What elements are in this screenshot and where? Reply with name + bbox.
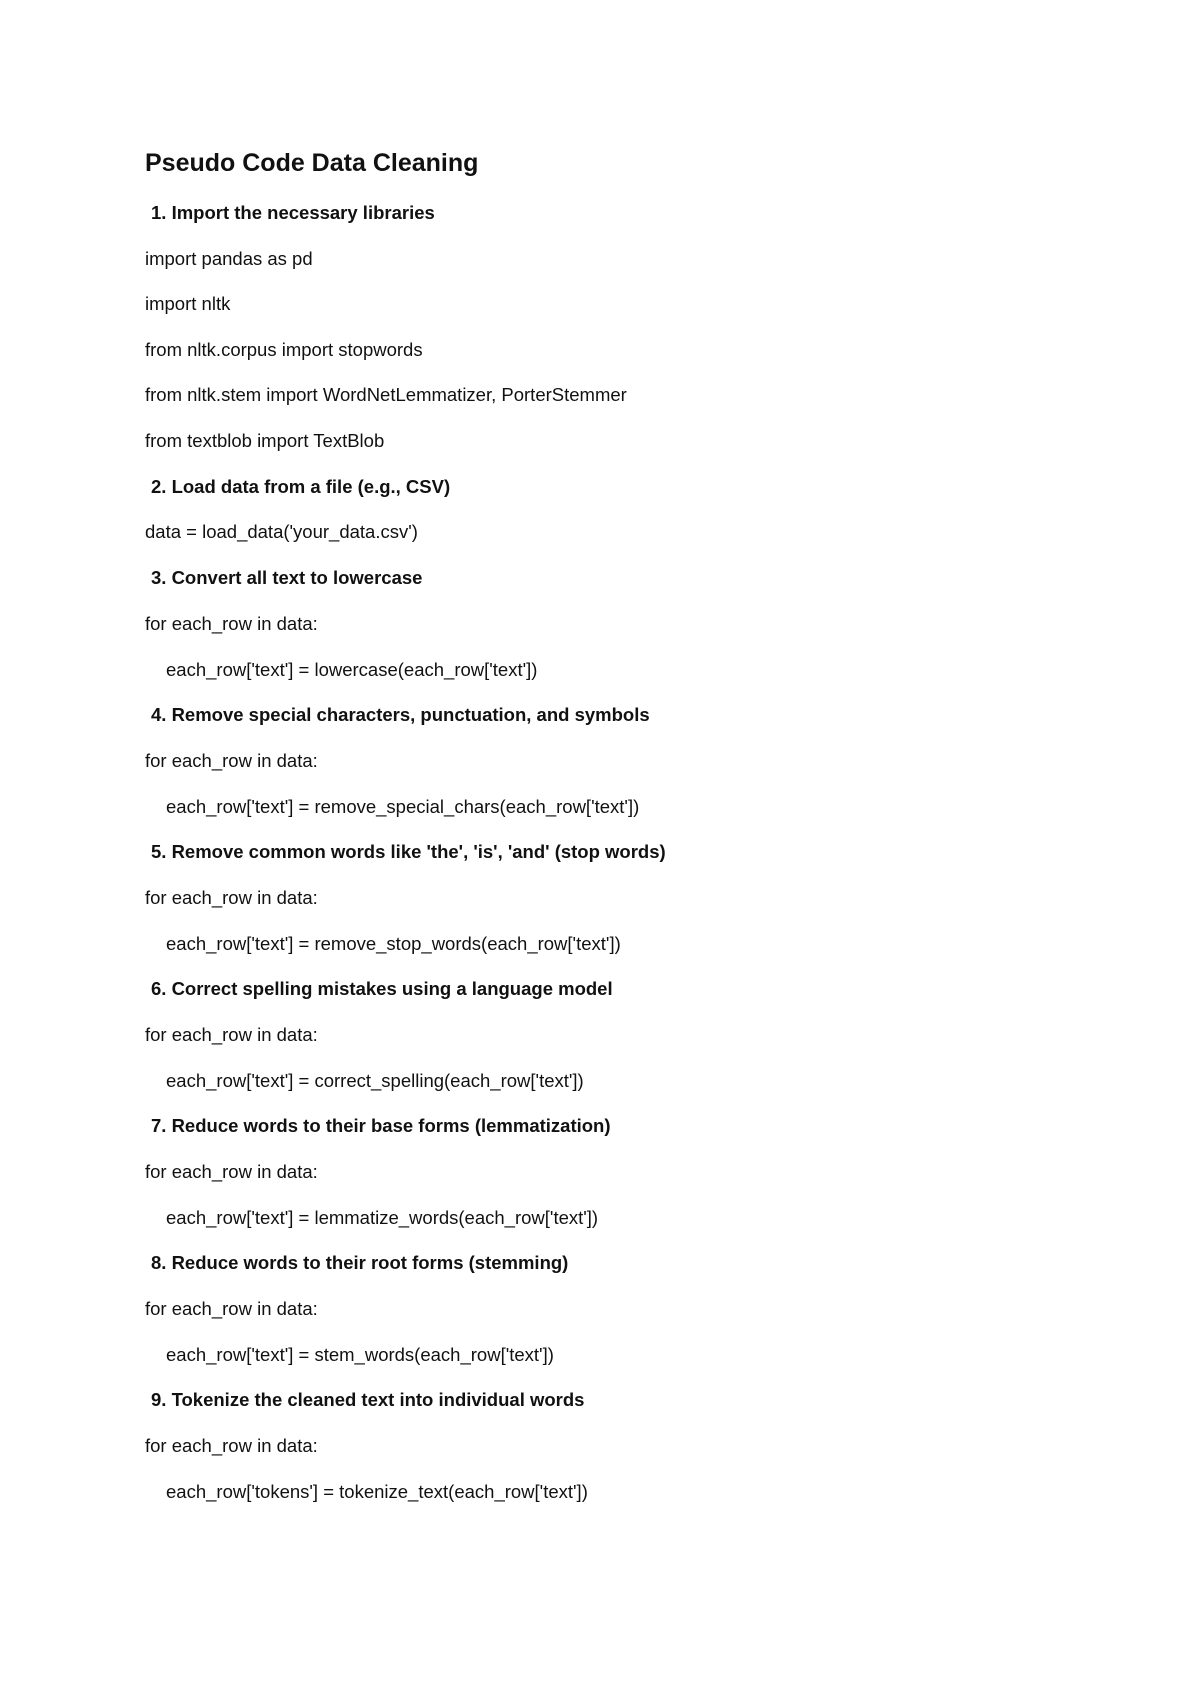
code-line-indented: each_row['text'] = lemmatize_words(each_row['text']) xyxy=(166,1207,599,1228)
step-heading-2: 2. Load data from a file (e.g., CSV) xyxy=(151,476,451,497)
step-heading-8: 8. Reduce words to their root forms (stemming) xyxy=(151,1252,569,1273)
code-line: from nltk.corpus import stopwords xyxy=(145,339,423,360)
step-heading-4: 4. Remove special characters, punctuation, and symbols xyxy=(151,704,650,725)
step-heading-7: 7. Reduce words to their base forms (lemmatization) xyxy=(151,1115,611,1136)
code-line-indented: each_row['text'] = correct_spelling(each_row['text']) xyxy=(166,1070,584,1091)
code-line: from nltk.stem import WordNetLemmatizer, PorterStemmer xyxy=(145,384,627,405)
code-line-indented: each_row['text'] = lowercase(each_row['text']) xyxy=(166,659,538,680)
step-heading-9: 9. Tokenize the cleaned text into individual words xyxy=(151,1389,585,1410)
code-line: for each_row in data: xyxy=(145,613,318,634)
step-heading-5: 5. Remove common words like 'the', 'is', 'and' (stop words) xyxy=(151,841,666,862)
code-line: for each_row in data: xyxy=(145,887,318,908)
code-line-indented: each_row['text'] = stem_words(each_row['text']) xyxy=(166,1344,554,1365)
code-line: for each_row in data: xyxy=(145,1161,318,1182)
code-line: from textblob import TextBlob xyxy=(145,430,385,451)
code-line: for each_row in data: xyxy=(145,1435,318,1456)
code-line-indented: each_row['tokens'] = tokenize_text(each_row['text']) xyxy=(166,1481,588,1502)
code-line-indented: each_row['text'] = remove_special_chars(each_row['text']) xyxy=(166,796,640,817)
page-title: Pseudo Code Data Cleaning xyxy=(145,149,479,177)
code-line: data = load_data('your_data.csv') xyxy=(145,521,418,542)
code-line: for each_row in data: xyxy=(145,1298,318,1319)
code-line: import nltk xyxy=(145,293,231,314)
step-heading-3: 3. Convert all text to lowercase xyxy=(151,567,423,588)
code-line: for each_row in data: xyxy=(145,750,318,771)
step-heading-6: 6. Correct spelling mistakes using a language model xyxy=(151,978,613,999)
step-heading-1: 1. Import the necessary libraries xyxy=(151,202,435,223)
code-line: for each_row in data: xyxy=(145,1024,318,1045)
code-line-indented: each_row['text'] = remove_stop_words(each_row['text']) xyxy=(166,933,621,954)
code-line: import pandas as pd xyxy=(145,248,313,269)
